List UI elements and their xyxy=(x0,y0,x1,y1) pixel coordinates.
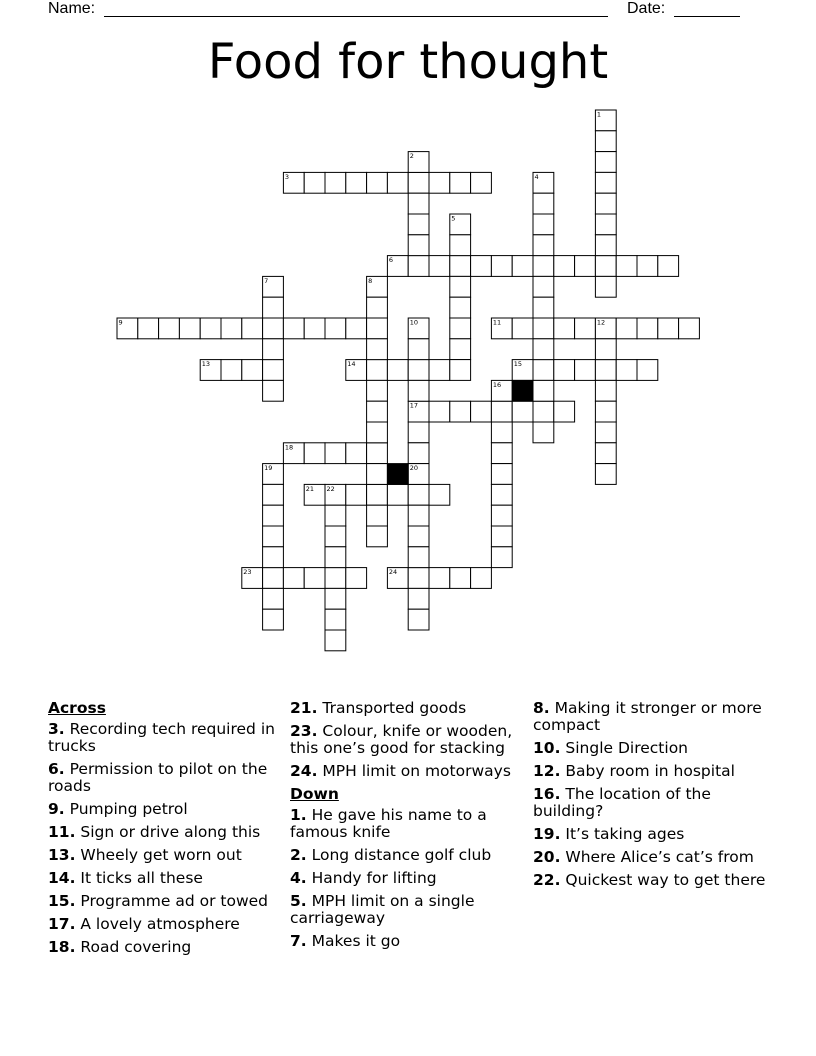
grid-clue-number: 15 xyxy=(513,360,522,369)
grid-clue-number: 23 xyxy=(243,568,252,577)
grid-cell[interactable] xyxy=(533,401,554,422)
date-field[interactable] xyxy=(674,16,740,17)
grid-cell[interactable] xyxy=(491,256,512,277)
date-label: Date: xyxy=(627,0,666,17)
grid-clue-number: 7 xyxy=(264,276,269,285)
grid-cell[interactable] xyxy=(367,360,388,381)
grid-cell[interactable] xyxy=(595,152,616,173)
grid-cell[interactable] xyxy=(429,568,450,589)
grid-cell[interactable] xyxy=(242,568,263,589)
puzzle-title: Food for thought xyxy=(207,34,609,90)
grid-clue-number: 19 xyxy=(264,464,273,473)
grid-cell[interactable] xyxy=(408,484,429,505)
clue-across-13: 13. Wheely get worn out xyxy=(48,846,242,864)
grid-cell[interactable] xyxy=(367,526,388,547)
grid-cell[interactable] xyxy=(242,360,263,381)
grid-clue-number: 9 xyxy=(118,318,123,327)
grid-cell[interactable] xyxy=(595,443,616,464)
grid-cell[interactable] xyxy=(367,276,388,297)
name-field[interactable] xyxy=(104,16,608,17)
grid-cell[interactable] xyxy=(512,360,533,381)
grid-clue-number: 4 xyxy=(534,172,539,181)
clue-across-24: 24. MPH limit on motorways xyxy=(290,762,511,780)
grid-cell[interactable] xyxy=(325,318,346,339)
grid-cell[interactable] xyxy=(263,464,284,485)
grid-cell[interactable] xyxy=(658,256,679,277)
grid-cell[interactable] xyxy=(117,318,138,339)
grid-clue-number: 10 xyxy=(409,318,418,327)
grid-cell[interactable] xyxy=(200,360,221,381)
grid-cell[interactable] xyxy=(471,401,492,422)
grid-cell[interactable] xyxy=(533,256,554,277)
grid-cell[interactable] xyxy=(679,318,700,339)
clues-column-2 xyxy=(290,700,525,956)
grid-cell[interactable] xyxy=(367,339,388,360)
grid-cell[interactable] xyxy=(325,505,346,526)
grid-clue-number: 16 xyxy=(492,380,502,389)
clue-across-6: 6. Permission to pilot on the roads xyxy=(48,760,268,795)
grid-cell[interactable] xyxy=(491,318,512,339)
grid-cell[interactable] xyxy=(367,297,388,318)
grid-cell[interactable] xyxy=(263,609,284,630)
grid-cell[interactable] xyxy=(346,484,367,505)
grid-clue-number: 20 xyxy=(409,464,418,473)
grid-cell[interactable] xyxy=(575,360,596,381)
grid-cell[interactable] xyxy=(325,568,346,589)
clue-across-18: 18. Road covering xyxy=(48,938,192,956)
grid-cell[interactable] xyxy=(304,172,325,193)
grid-cell[interactable] xyxy=(367,484,388,505)
grid-cell[interactable] xyxy=(491,484,512,505)
grid-cell[interactable] xyxy=(325,588,346,609)
grid-cell[interactable] xyxy=(429,484,450,505)
grid-cell[interactable] xyxy=(367,505,388,526)
grid-cell[interactable] xyxy=(491,443,512,464)
grid-cell[interactable] xyxy=(471,568,492,589)
grid-cell[interactable] xyxy=(408,443,429,464)
clues-column-1 xyxy=(48,700,280,962)
name-label: Name: xyxy=(48,0,96,17)
grid-cell[interactable] xyxy=(595,464,616,485)
grid-cell[interactable] xyxy=(408,401,429,422)
grid-cell[interactable] xyxy=(554,318,575,339)
clue-down-1: 1. He gave his name to a famous knife xyxy=(290,806,487,841)
grid-block xyxy=(512,380,533,401)
clue-across-9: 9. Pumping petrol xyxy=(48,800,188,818)
grid-cell[interactable] xyxy=(346,568,367,589)
grid-cell[interactable] xyxy=(367,318,388,339)
grid-cell[interactable] xyxy=(595,214,616,235)
grid-clue-number: 17 xyxy=(409,401,418,410)
grid-cell[interactable] xyxy=(491,505,512,526)
grid-cell[interactable] xyxy=(450,339,471,360)
grid-cell[interactable] xyxy=(408,526,429,547)
grid-clue-number: 12 xyxy=(596,318,606,327)
grid-cell[interactable] xyxy=(533,172,554,193)
clue-across-3: 3. Recording tech required in trucks xyxy=(48,720,275,755)
grid-cell[interactable] xyxy=(304,568,325,589)
grid-clue-number: 13 xyxy=(201,360,210,369)
grid-cell[interactable] xyxy=(221,318,242,339)
grid-cell[interactable] xyxy=(263,547,284,568)
clue-down-12: 12. Baby room in hospital xyxy=(533,762,735,780)
grid-cell[interactable] xyxy=(575,256,596,277)
grid-cell[interactable] xyxy=(304,318,325,339)
grid-cell[interactable] xyxy=(367,464,388,485)
grid-cell[interactable] xyxy=(387,484,408,505)
grid-clue-number: 24 xyxy=(388,568,398,577)
grid-cell[interactable] xyxy=(450,256,471,277)
grid-cell[interactable] xyxy=(283,318,304,339)
grid-cell[interactable] xyxy=(263,505,284,526)
grid-cell[interactable] xyxy=(595,172,616,193)
grid-cell[interactable] xyxy=(533,297,554,318)
grid-cell[interactable] xyxy=(367,422,388,443)
grid-cell[interactable] xyxy=(429,401,450,422)
grid-cell[interactable] xyxy=(491,401,512,422)
grid-clue-number: 11 xyxy=(492,318,502,327)
grid-cell[interactable] xyxy=(325,443,346,464)
grid-cell[interactable] xyxy=(533,318,554,339)
grid-cell[interactable] xyxy=(408,152,429,173)
grid-cell[interactable] xyxy=(595,339,616,360)
grid-cell[interactable] xyxy=(367,443,388,464)
grid-cell[interactable] xyxy=(595,380,616,401)
clue-across-17: 17. A lovely atmosphere xyxy=(48,915,240,933)
grid-cell[interactable] xyxy=(450,297,471,318)
clue-down-5: 5. MPH limit on a single carriageway xyxy=(290,892,475,927)
grid-clue-number: 1 xyxy=(596,110,602,119)
clue-across-11: 11. Sign or drive along this xyxy=(48,823,261,841)
grid-cell[interactable] xyxy=(408,380,429,401)
grid-cell[interactable] xyxy=(450,568,471,589)
grid-cell[interactable] xyxy=(616,318,637,339)
grid-cell[interactable] xyxy=(595,318,616,339)
grid-cell[interactable] xyxy=(263,297,284,318)
grid-cell[interactable] xyxy=(450,360,471,381)
grid-cell[interactable] xyxy=(283,172,304,193)
grid-cell[interactable] xyxy=(595,276,616,297)
grid-cell[interactable] xyxy=(387,360,408,381)
grid-cell[interactable] xyxy=(533,235,554,256)
grid-cell[interactable] xyxy=(450,318,471,339)
clue-down-4: 4. Handy for lifting xyxy=(290,869,437,887)
grid-cell[interactable] xyxy=(554,360,575,381)
grid-cell[interactable] xyxy=(408,568,429,589)
grid-clue-number: 18 xyxy=(284,443,294,452)
grid-cell[interactable] xyxy=(491,422,512,443)
grid-cell[interactable] xyxy=(533,339,554,360)
grid-cell[interactable] xyxy=(138,318,159,339)
grid-cell[interactable] xyxy=(533,360,554,381)
grid-cell[interactable] xyxy=(346,360,367,381)
grid-cell[interactable] xyxy=(283,568,304,589)
grid-cell[interactable] xyxy=(367,401,388,422)
grid-cell[interactable] xyxy=(450,172,471,193)
grid-clue-number: 8 xyxy=(368,276,373,285)
grid-cell[interactable] xyxy=(263,484,284,505)
clue-down-10: 10. Single Direction xyxy=(533,739,688,757)
grid-cell[interactable] xyxy=(304,484,325,505)
grid-cell[interactable] xyxy=(595,193,616,214)
grid-cell[interactable] xyxy=(283,443,304,464)
grid-cell[interactable] xyxy=(533,422,554,443)
grid-cell[interactable] xyxy=(325,547,346,568)
grid-cell[interactable] xyxy=(408,588,429,609)
grid-block xyxy=(387,464,408,485)
grid-cell[interactable] xyxy=(346,172,367,193)
grid-cell[interactable] xyxy=(533,380,554,401)
grid-cell[interactable] xyxy=(429,360,450,381)
clue-across-21: 21. Transported goods xyxy=(290,699,467,717)
grid-clue-number: 6 xyxy=(388,256,394,265)
clue-across-15: 15. Programme ad or towed xyxy=(48,892,269,910)
grid-cell[interactable] xyxy=(491,464,512,485)
grid-cell[interactable] xyxy=(429,256,450,277)
grid-clue-number: 21 xyxy=(305,484,314,493)
grid-cell[interactable] xyxy=(367,172,388,193)
grid-cell[interactable] xyxy=(408,256,429,277)
grid-cell[interactable] xyxy=(387,568,408,589)
grid-cell[interactable] xyxy=(491,526,512,547)
grid-clue-number: 5 xyxy=(451,214,456,223)
grid-cell[interactable] xyxy=(408,172,429,193)
grid-cell[interactable] xyxy=(512,318,533,339)
grid-cell[interactable] xyxy=(408,547,429,568)
grid-cell[interactable] xyxy=(263,360,284,381)
grid-cell[interactable] xyxy=(637,318,658,339)
grid-cell[interactable] xyxy=(263,339,284,360)
grid-cell[interactable] xyxy=(408,464,429,485)
grid-cell[interactable] xyxy=(575,318,596,339)
grid-cell[interactable] xyxy=(658,318,679,339)
grid-cell[interactable] xyxy=(616,256,637,277)
grid-cell[interactable] xyxy=(637,256,658,277)
grid-cell[interactable] xyxy=(554,256,575,277)
grid-cell[interactable] xyxy=(325,526,346,547)
clue-down-8: 8. Making it stronger or more compact xyxy=(533,699,762,734)
grid-cell[interactable] xyxy=(325,630,346,651)
grid-cell[interactable] xyxy=(450,214,471,235)
grid-cell[interactable] xyxy=(408,193,429,214)
grid-cell[interactable] xyxy=(325,172,346,193)
grid-cell[interactable] xyxy=(533,193,554,214)
grid-cell[interactable] xyxy=(533,214,554,235)
grid-cell[interactable] xyxy=(159,318,180,339)
grid-cell[interactable] xyxy=(471,256,492,277)
grid-cell[interactable] xyxy=(263,276,284,297)
grid-cell[interactable] xyxy=(346,318,367,339)
grid-cell[interactable] xyxy=(325,484,346,505)
grid-cell[interactable] xyxy=(408,505,429,526)
grid-cell[interactable] xyxy=(242,318,263,339)
clue-down-20: 20. Where Alice’s cat’s from xyxy=(533,848,754,866)
grid-cell[interactable] xyxy=(533,276,554,297)
grid-cell[interactable] xyxy=(179,318,200,339)
grid-cell[interactable] xyxy=(429,172,450,193)
grid-cell[interactable] xyxy=(595,401,616,422)
grid-cell[interactable] xyxy=(408,360,429,381)
grid-cell[interactable] xyxy=(263,318,284,339)
grid-cell[interactable] xyxy=(491,547,512,568)
clue-down-16: 16. The location of the building? xyxy=(533,785,711,820)
grid-cell[interactable] xyxy=(471,172,492,193)
grid-cell[interactable] xyxy=(450,276,471,297)
grid-cell[interactable] xyxy=(595,235,616,256)
grid-clue-number: 2 xyxy=(409,152,414,161)
grid-cell[interactable] xyxy=(263,380,284,401)
across-heading: Across xyxy=(48,699,106,717)
grid-cell[interactable] xyxy=(450,401,471,422)
grid-cell[interactable] xyxy=(408,339,429,360)
grid-cell[interactable] xyxy=(637,360,658,381)
grid-cell[interactable] xyxy=(595,422,616,443)
grid-cell[interactable] xyxy=(346,443,367,464)
grid-cell[interactable] xyxy=(263,568,284,589)
grid-cell[interactable] xyxy=(595,256,616,277)
grid-cell[interactable] xyxy=(325,609,346,630)
grid-cell[interactable] xyxy=(616,360,637,381)
grid-cell[interactable] xyxy=(595,131,616,152)
grid-cell[interactable] xyxy=(491,380,512,401)
grid-cell[interactable] xyxy=(595,110,616,131)
clues-column-3 xyxy=(533,700,773,895)
grid-cell[interactable] xyxy=(263,588,284,609)
grid-cell[interactable] xyxy=(200,318,221,339)
grid-cell[interactable] xyxy=(408,214,429,235)
clue-down-2: 2. Long distance golf club xyxy=(290,846,492,864)
grid-cell[interactable] xyxy=(450,235,471,256)
grid-cell[interactable] xyxy=(387,256,408,277)
grid-clue-number: 14 xyxy=(347,360,356,369)
grid-cell[interactable] xyxy=(367,380,388,401)
grid-cell[interactable] xyxy=(408,422,429,443)
grid-cell[interactable] xyxy=(263,526,284,547)
grid-cell[interactable] xyxy=(408,609,429,630)
clue-across-23: 23. Colour, knife or wooden, this one’s good for stacking xyxy=(290,722,513,757)
grid-cell[interactable] xyxy=(387,172,408,193)
clue-down-19: 19. It’s taking ages xyxy=(533,825,685,843)
grid-clue-number: 3 xyxy=(284,172,290,181)
clue-down-7: 7. Makes it go xyxy=(290,932,401,950)
clue-down-22: 22. Quickest way to get there xyxy=(533,871,766,889)
grid-cell[interactable] xyxy=(408,235,429,256)
grid-cell[interactable] xyxy=(512,256,533,277)
grid-cell[interactable] xyxy=(595,360,616,381)
grid-cell[interactable] xyxy=(512,401,533,422)
clue-across-14: 14. It ticks all these xyxy=(48,869,203,887)
grid-cell[interactable] xyxy=(304,443,325,464)
grid-cell[interactable] xyxy=(554,401,575,422)
grid-clue-number: 22 xyxy=(326,484,335,493)
grid-cell[interactable] xyxy=(221,360,242,381)
grid-cell[interactable] xyxy=(408,318,429,339)
down-heading: Down xyxy=(290,785,339,803)
